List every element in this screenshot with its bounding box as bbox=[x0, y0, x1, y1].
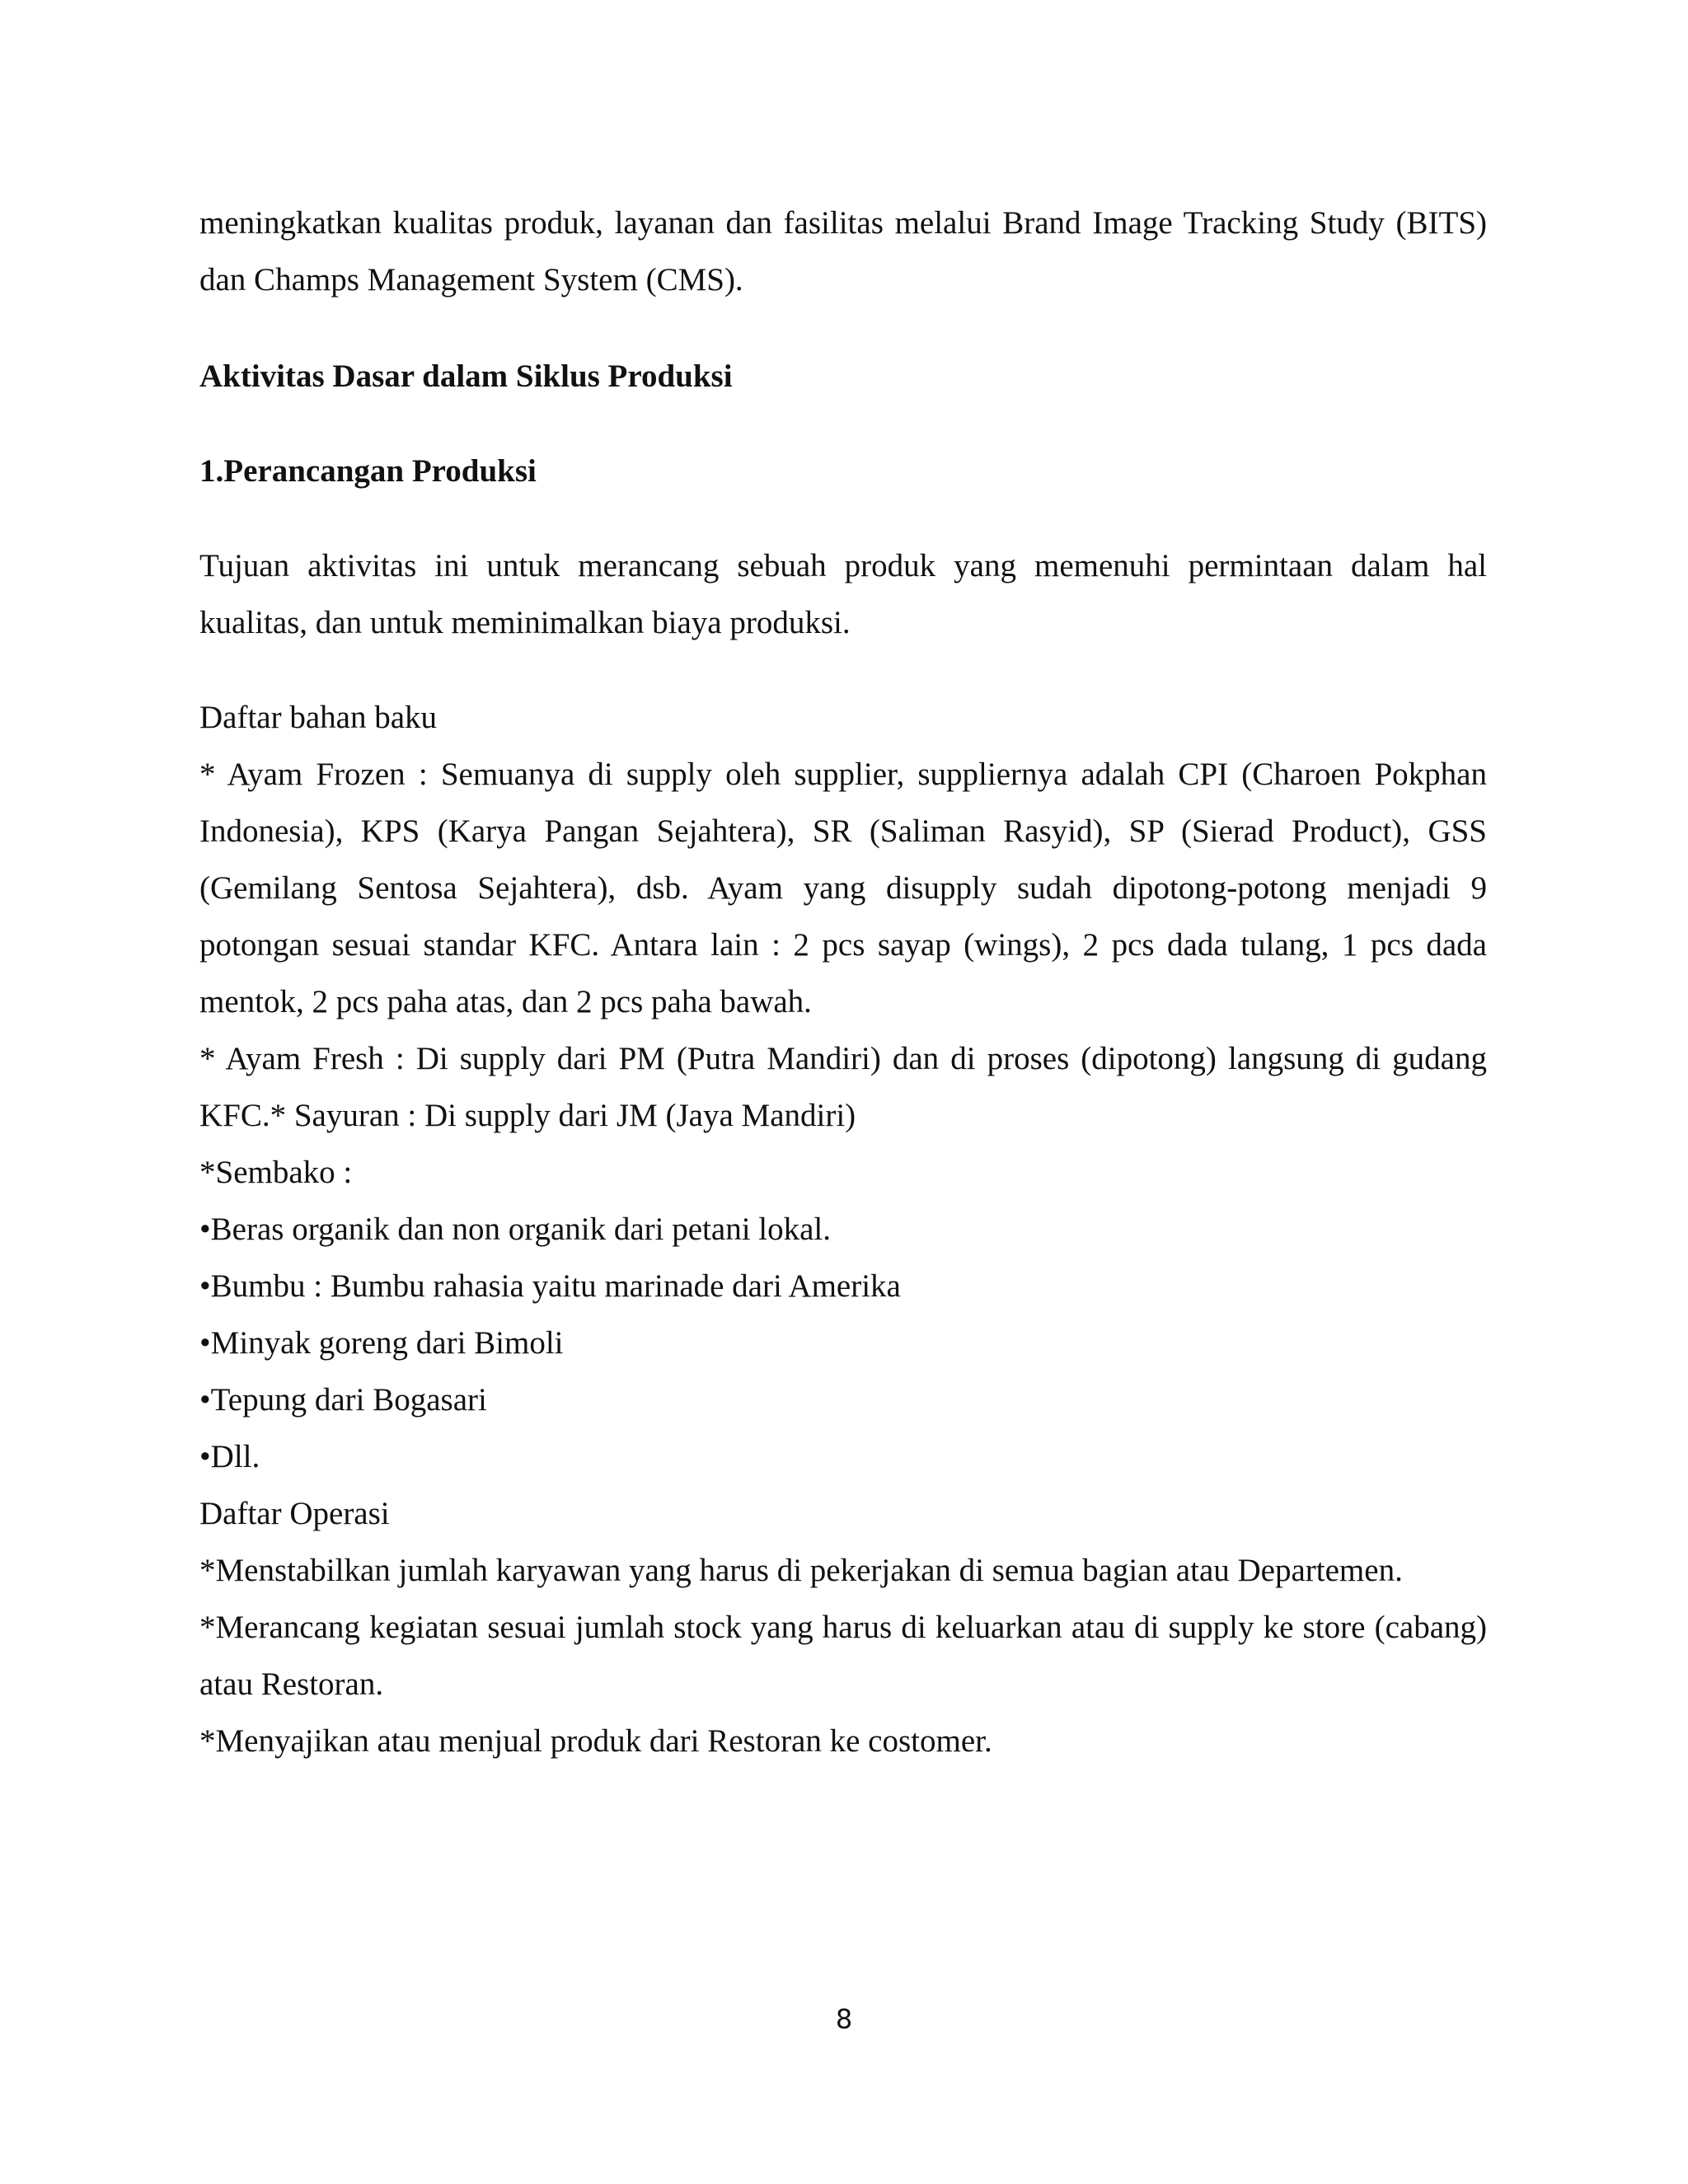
page-number: 8 bbox=[835, 2004, 853, 2035]
sembako-item: •Tepung dari Bogasari bbox=[199, 1382, 487, 1418]
operations-section bbox=[199, 1485, 1487, 1769]
raw-material-frozen-chicken: * Ayam Frozen : Semuanya di supply oleh supplier, suppliernya adalah CPI (Charoen Pokphan Indonesia), KPS (Karya Pangan Sejahtera), SR (Saliman Rasyid), SP (Sierad Product), GSS (Gemilang Sentosa Sejahtera), dsb. Ayam yang disupply sudah dipotong-potong menjadi 9 potongan sesuai standar KFC. Antara lain : 2 pcs sayap (wings), 2 pcs dada tulang, 1 pcs dada mentok, 2 pcs paha atas, dan 2 pcs paha bawah. bbox=[199, 757, 1487, 1019]
sembako-item: •Dll. bbox=[199, 1439, 260, 1474]
sembako-title: *Sembako : bbox=[199, 1155, 353, 1190]
operation-item: *Merancang kegiatan sesuai jumlah stock yang harus di keluarkan atau di supply ke store (cabang) atau Restoran. bbox=[199, 1610, 1487, 1702]
subsection-heading: 1.Perancangan Produksi bbox=[199, 453, 537, 489]
sembako-item: •Beras organik dan non organik dari petani lokal. bbox=[199, 1212, 832, 1247]
sembako-item: •Bumbu : Bumbu rahasia yaitu marinade dari Amerika bbox=[199, 1268, 901, 1304]
page-content bbox=[199, 194, 1487, 1769]
purpose-paragraph: Tujuan aktivitas ini untuk merancang sebuah produk yang memenuhi permintaan dalam hal kualitas, dan untuk meminimalkan biaya produksi. bbox=[199, 548, 1487, 640]
raw-materials-title: Daftar bahan baku bbox=[199, 700, 438, 735]
operation-item: *Menstabilkan jumlah karyawan yang harus di pekerjakan di semua bagian atau Departemen. bbox=[199, 1553, 1403, 1588]
section-heading: Aktivitas Dasar dalam Siklus Produksi bbox=[199, 359, 733, 394]
raw-materials-section bbox=[199, 689, 1487, 1485]
operation-item: *Menyajikan atau menjual produk dari Restoran ke costomer. bbox=[199, 1723, 992, 1759]
operations-title: Daftar Operasi bbox=[199, 1496, 390, 1531]
sembako-item: •Minyak goreng dari Bimoli bbox=[199, 1325, 564, 1361]
intro-paragraph: meningkatkan kualitas produk, layanan dan fasilitas melalui Brand Image Tracking Study (BITS) dan Champs Management System (CMS). bbox=[199, 205, 1487, 298]
raw-material-fresh-chicken: * Ayam Fresh : Di supply dari PM (Putra Mandiri) dan di proses (dipotong) langsung di gudang KFC.* Sayuran : Di supply dari JM (Jaya Mandiri) bbox=[199, 1041, 1487, 1133]
